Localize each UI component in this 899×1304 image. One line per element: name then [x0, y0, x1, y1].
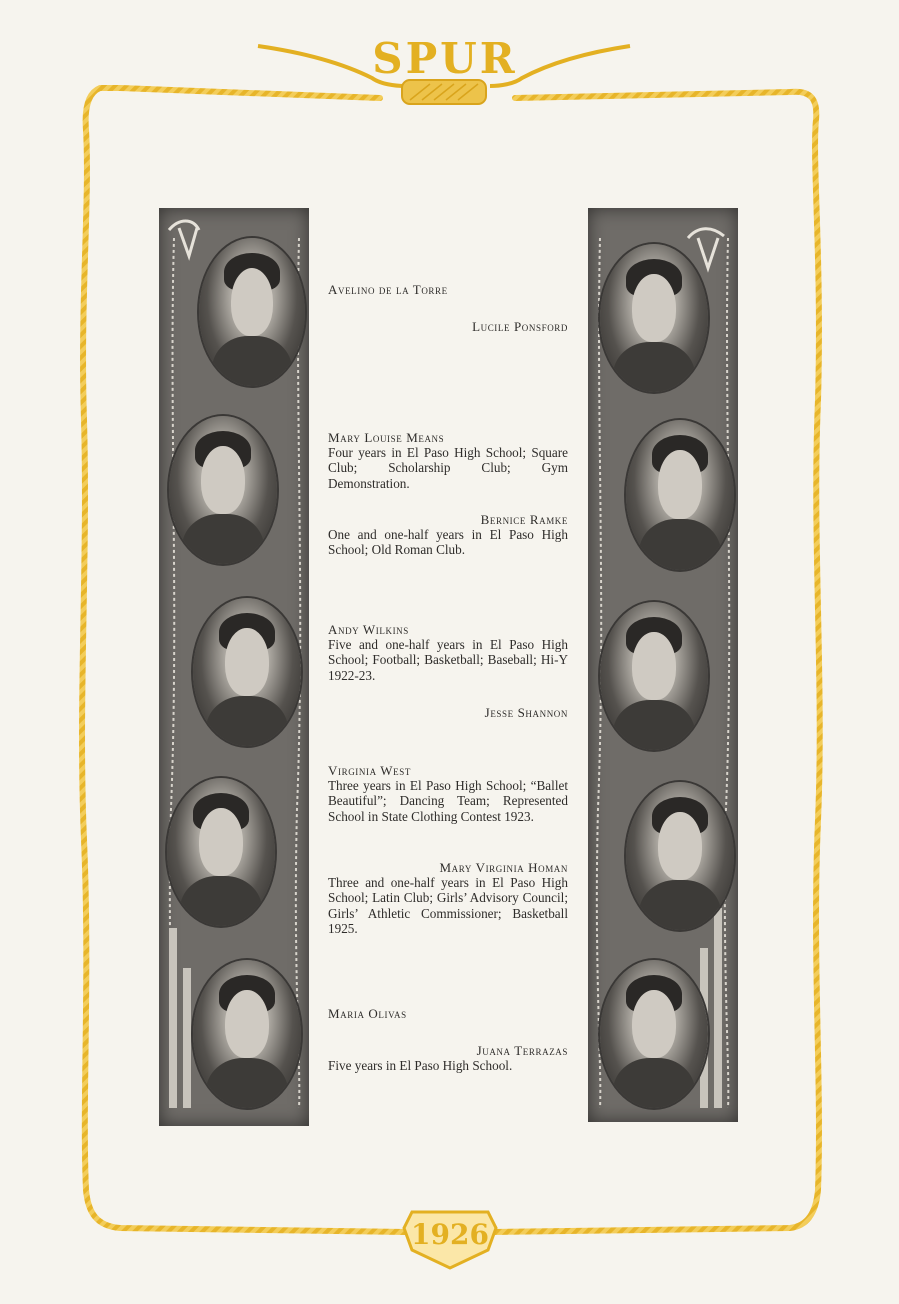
header-title: SPUR: [372, 34, 518, 83]
portrait-avelino-de-la-torre: [199, 238, 305, 386]
portrait-juana-terrazas: [600, 960, 708, 1108]
portrait-mary-louise-means: [169, 416, 277, 564]
student-activities: Five years in El Paso High School.: [328, 1058, 513, 1074]
student-name: Lucile Ponsford: [472, 319, 568, 334]
student-name: Juana Terrazas: [476, 1043, 568, 1058]
entry-bernice-ramke: [328, 512, 568, 558]
entry-mary-louise-means: [328, 430, 568, 491]
footer-year: 1926: [411, 1218, 489, 1251]
portrait-lucile-ponsford: [600, 244, 708, 392]
entry-andy-wilkins: [328, 622, 568, 683]
student-name: Bernice Ramke: [480, 512, 568, 527]
student-activities: Three and one-half years in El Paso High School; Latin Club; Girls’ Advisory Council; Girls’ Athletic Commissioner; Basketball 1925.: [328, 875, 568, 936]
student-name: Jesse Shannon: [484, 705, 568, 720]
entry-avelino-de-la-torre: [328, 282, 568, 297]
student-activities: Four years in El Paso High School; Square Club; Scholarship Club; Gym Demonstration.: [328, 445, 568, 491]
left-photo-strip: [159, 208, 309, 1126]
student-activities: Three years in El Paso High School; “Ballet Beautiful”; Dancing Team; Represented School in State Clothing Contest 1923.: [328, 778, 568, 824]
entry-mary-virginia-homan: [328, 860, 568, 936]
student-name: Mary Virginia Homan: [439, 860, 568, 875]
entry-lucile-ponsford: [328, 319, 568, 334]
right-photo-strip: [588, 208, 738, 1122]
student-name: Maria Olivas: [328, 1006, 407, 1021]
student-name: Virginia West: [328, 763, 411, 778]
student-activities: Five and one-half years in El Paso High School; Football; Basketball; Baseball; Hi-Y 1922-23.: [328, 637, 568, 683]
entry-virginia-west: [328, 763, 568, 824]
student-name: Avelino de la Torre: [328, 282, 448, 297]
portrait-andy-wilkins: [193, 598, 301, 746]
entry-maria-olivas: [328, 1006, 568, 1021]
entry-jesse-shannon: [328, 705, 568, 720]
biography-column: [328, 0, 568, 1304]
student-name: Mary Louise Means: [328, 430, 445, 445]
entry-juana-terrazas: [328, 1043, 568, 1073]
portrait-bernice-ramke: [626, 420, 734, 570]
portrait-virginia-west: [167, 778, 275, 926]
student-activities: One and one-half years in El Paso High School; Old Roman Club.: [328, 527, 568, 558]
portrait-maria-olivas: [193, 960, 301, 1108]
portrait-mary-virginia-homan: [626, 782, 734, 930]
portrait-jesse-shannon: [600, 602, 708, 750]
student-name: Andy Wilkins: [328, 622, 409, 637]
